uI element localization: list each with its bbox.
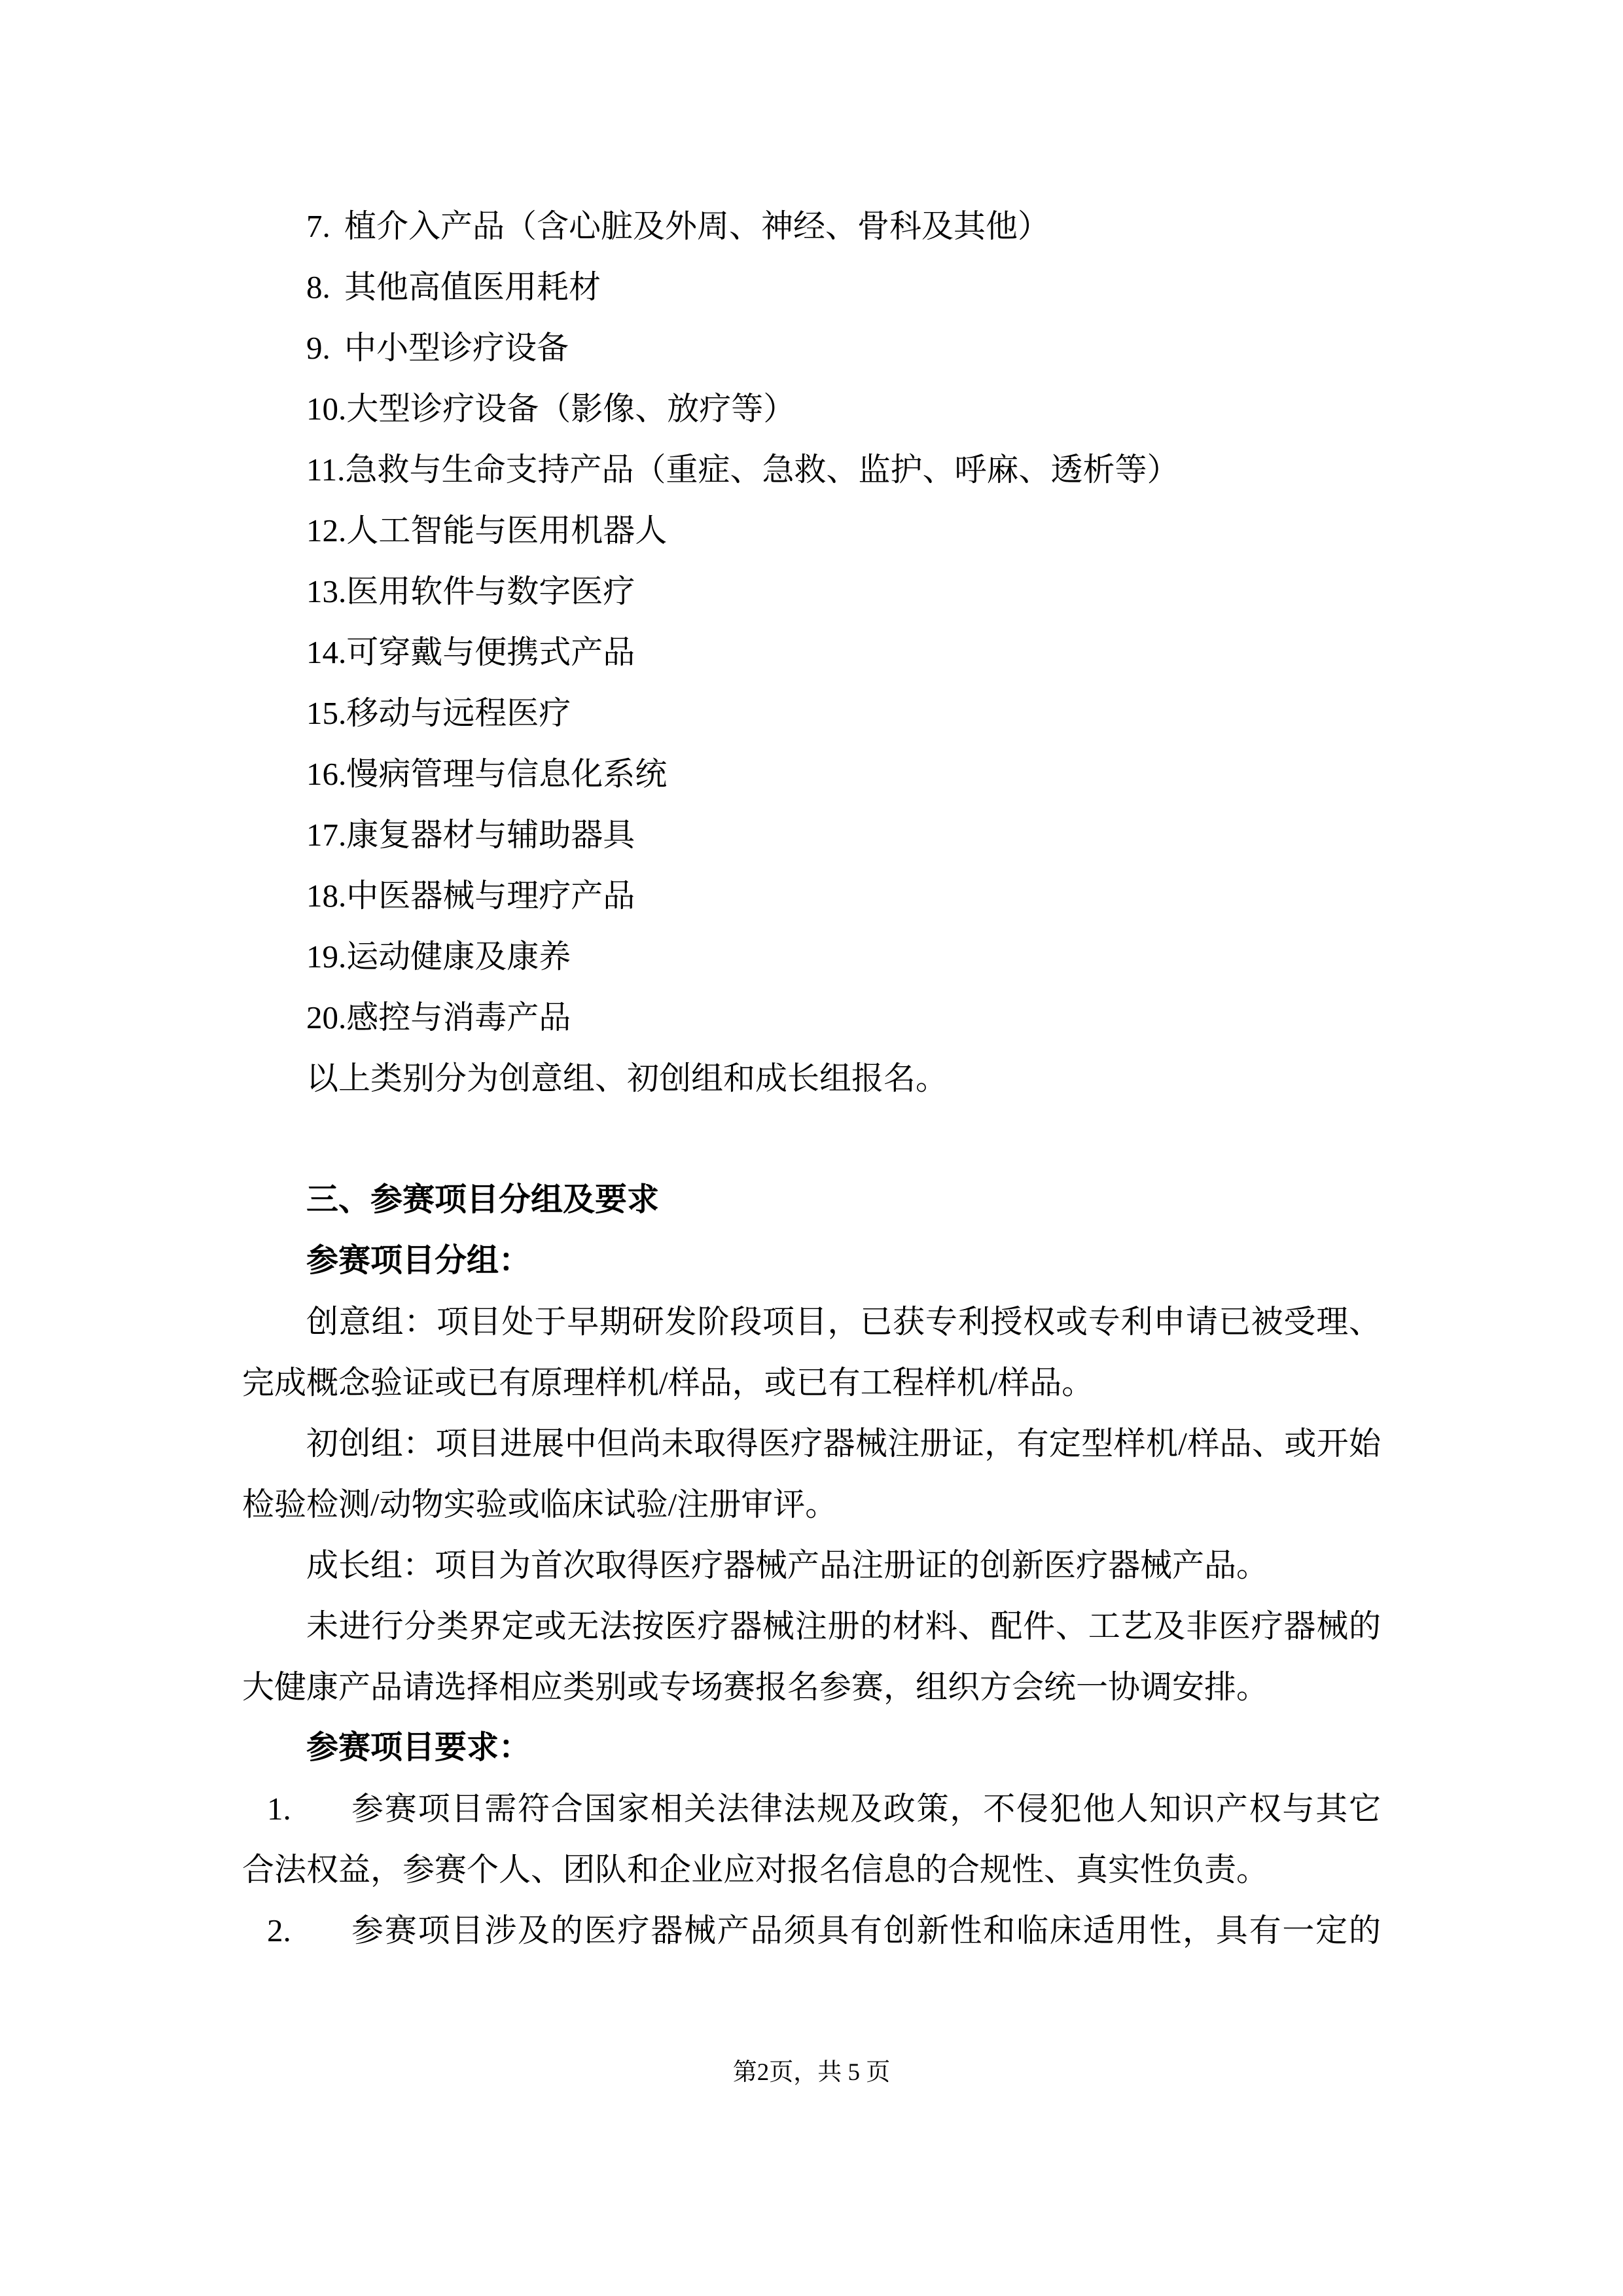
- list-item-text: 植介入产品（含心脏及外周、神经、骨科及其他）: [344, 208, 1050, 244]
- list-item-text: 中医器械与理疗产品: [346, 878, 635, 914]
- section-heading: 三、参赛项目分组及要求: [306, 1182, 660, 1217]
- paragraph-line-creative-1: 创意组：项目处于早期研发阶段项目，已获专利授权或专利申请已被受理、: [306, 1304, 1381, 1340]
- paragraph-line-startup-1: 初创组：项目进展中但尚未取得医疗器械注册证，有定型样机/样品、或开始: [306, 1426, 1381, 1462]
- requirement-line: [242, 1900, 1381, 1961]
- requirement-continuation: 合法权益，参赛个人、团队和企业应对报名信息的合规性、真实性负责。: [242, 1852, 1269, 1888]
- list-item-number: 13.: [306, 573, 347, 609]
- list-item-text: 医用软件与数字医疗: [346, 573, 635, 609]
- list-item-number: 20.: [306, 999, 347, 1035]
- list-item: [242, 561, 1381, 622]
- list-item: [242, 317, 1381, 378]
- list-item-text: 慢病管理与信息化系统: [346, 756, 668, 792]
- list-item: [242, 865, 1381, 926]
- list-item: [242, 987, 1381, 1048]
- requirement-number: 2.: [267, 1912, 291, 1948]
- grouping-title: 参赛项目分组：: [306, 1243, 531, 1278]
- list-item-text: 运动健康及康养: [346, 939, 571, 975]
- paragraph-line-unclassified-2: 大健康产品请选择相应类别或专场赛报名参赛，组织方会统一协调安排。: [242, 1669, 1269, 1705]
- paragraph-line-unclassified-1: 未进行分类界定或无法按医疗器械注册的材料、配件、工艺及非医疗器械的: [306, 1608, 1381, 1644]
- list-item-text: 大型诊疗设备（影像、放疗等）: [346, 391, 796, 427]
- page-number-footer: 第2页，共 5 页: [732, 2059, 891, 2086]
- list-item-text: 可穿戴与便携式产品: [346, 634, 635, 670]
- list-item-number: 17.: [306, 817, 347, 853]
- list-item: [242, 257, 1381, 317]
- closing-note: 以上类别分为创意组、初创组和成长组报名。: [306, 1060, 948, 1096]
- list-item: [242, 500, 1381, 561]
- list-item-text: 康复器材与辅助器具: [346, 817, 635, 853]
- list-item-number: 16.: [306, 756, 347, 792]
- page-content: [242, 196, 1381, 1961]
- list-item-number: 15.: [306, 695, 347, 731]
- list-item-text: 急救与生命支持产品（重症、急救、监护、呼麻、透析等）: [345, 452, 1179, 488]
- list-item-number: 18.: [306, 878, 347, 914]
- list-item: [242, 622, 1381, 683]
- list-item-text: 人工智能与医用机器人: [346, 512, 668, 548]
- list-item: [242, 744, 1381, 804]
- list-item-number: 19.: [306, 939, 347, 975]
- requirement-line: [242, 1778, 1381, 1839]
- list-item-number: 7.: [306, 208, 330, 244]
- list-item: [242, 683, 1381, 744]
- list-item-number: 10.: [306, 391, 347, 427]
- paragraph-line-creative-2: 完成概念验证或已有原理样机/样品，或已有工程样机/样品。: [242, 1365, 1094, 1401]
- list-item-number: 9.: [306, 330, 330, 366]
- blank-line: [242, 1109, 1381, 1170]
- list-item-number: 12.: [306, 512, 347, 548]
- list-item-number: 11.: [306, 452, 346, 488]
- list-item-text: 中小型诊疗设备: [344, 330, 569, 366]
- requirement-number: 1.: [267, 1791, 291, 1827]
- list-item: [242, 378, 1381, 439]
- paragraph-line-growth: 成长组：项目为首次取得医疗器械产品注册证的创新医疗器械产品。: [306, 1547, 1269, 1583]
- list-item: [242, 926, 1381, 987]
- list-item-number: 14.: [306, 634, 347, 670]
- list-item-number: 8.: [306, 269, 330, 305]
- requirement-text: 参赛项目涉及的医疗器械产品须具有创新性和临床适用性，具有一定的: [351, 1912, 1381, 1948]
- list-item-text: 移动与远程医疗: [346, 695, 571, 731]
- requirements-title: 参赛项目要求：: [306, 1730, 531, 1765]
- list-item: [242, 196, 1381, 257]
- list-item-text: 其他高值医用耗材: [344, 269, 601, 305]
- paragraph-line-startup-2: 检验检测/动物实验或临床试验/注册审评。: [242, 1486, 838, 1522]
- list-item: [242, 439, 1381, 500]
- list-item-text: 感控与消毒产品: [346, 999, 571, 1035]
- requirement-text: 参赛项目需符合国家相关法律法规及政策，不侵犯他人知识产权与其它: [351, 1791, 1381, 1827]
- list-item: [242, 804, 1381, 865]
